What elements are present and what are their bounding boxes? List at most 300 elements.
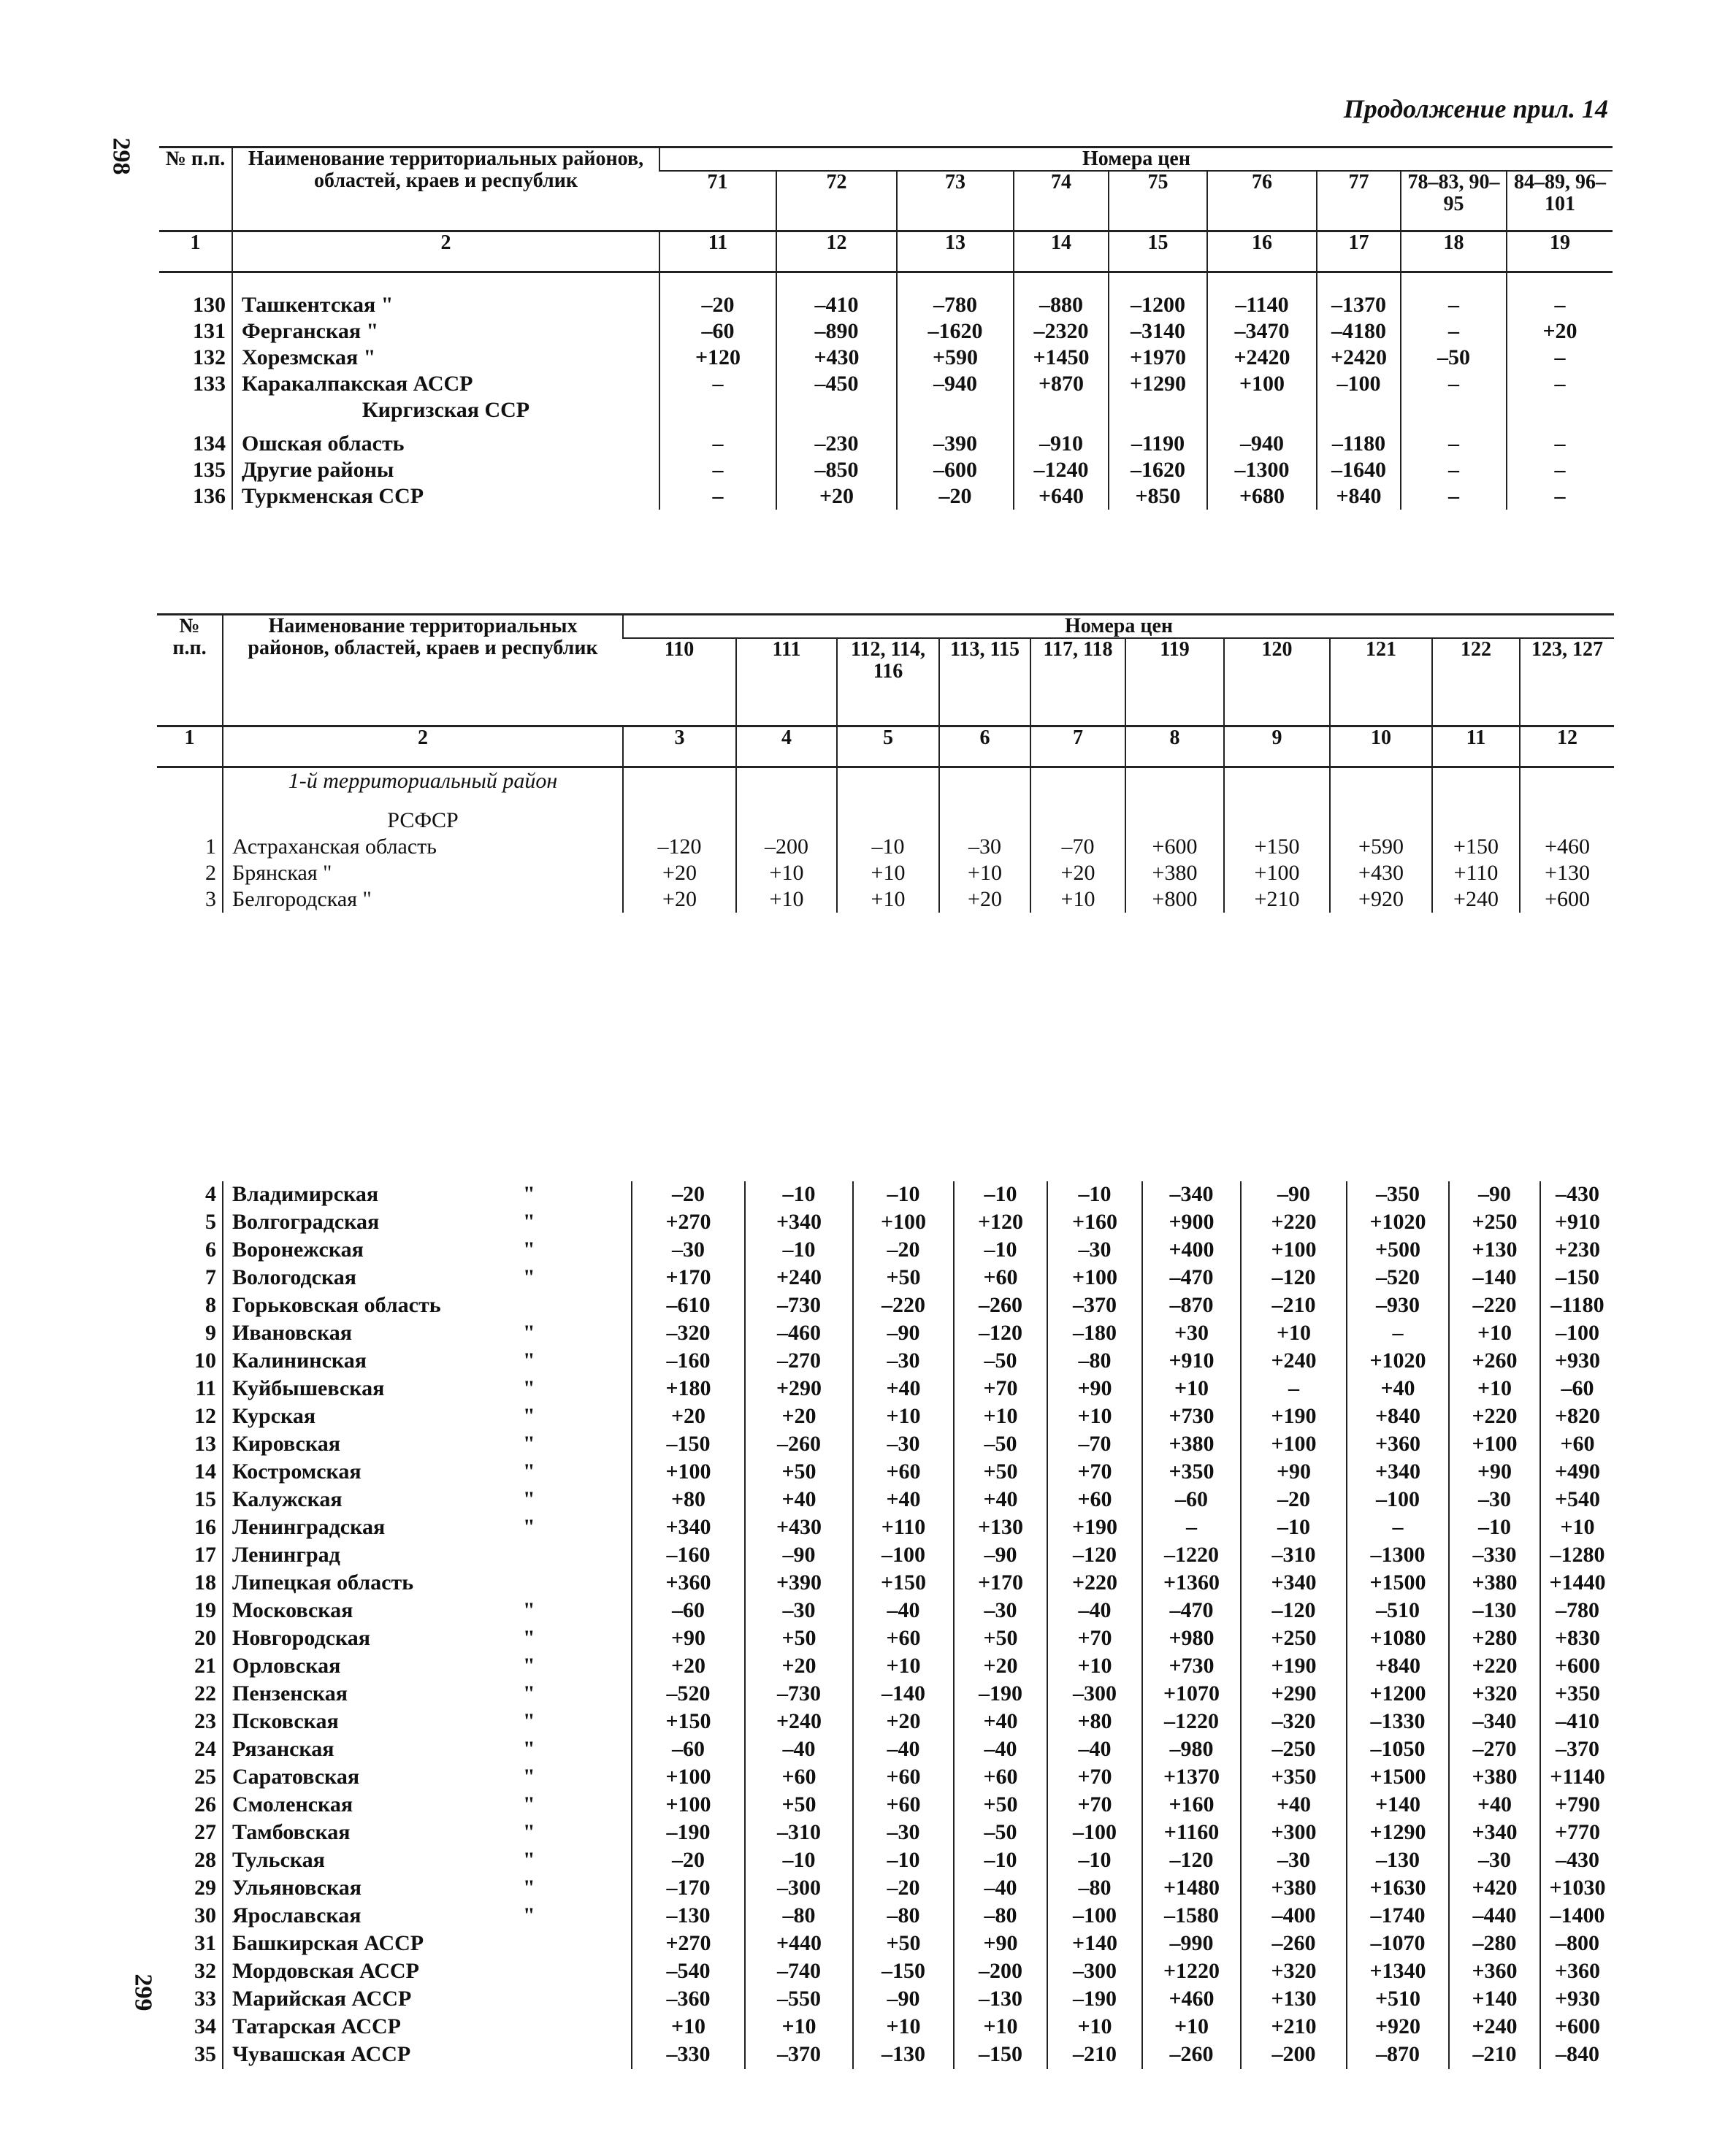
price-cell: +870 — [1014, 371, 1109, 397]
price-cell: +80 — [632, 1486, 745, 1514]
price-cell: –10 — [745, 1847, 853, 1875]
price-cell: +40 — [954, 1486, 1047, 1514]
row-number: 28 — [194, 1848, 216, 1872]
price-cell: +20 — [954, 1653, 1047, 1681]
price-cell: –440 — [1449, 1903, 1540, 1930]
price-cell: –30 — [1047, 1237, 1142, 1265]
price-cell: +50 — [745, 1459, 853, 1486]
price-cell: –330 — [632, 2041, 745, 2069]
price-cell: +1500 — [1347, 1570, 1449, 1597]
price-cell: –320 — [1241, 1708, 1347, 1736]
price-cell: +360 — [632, 1570, 745, 1597]
ditto-mark: " — [523, 1765, 535, 1789]
price-cell: +490 — [1540, 1459, 1614, 1486]
price-cell: –160 — [632, 1348, 745, 1376]
ditto-mark: " — [523, 1792, 535, 1817]
price-cell: –10 — [1241, 1514, 1347, 1542]
column-index: 17 — [1317, 231, 1401, 272]
price-cell: –470 — [1142, 1597, 1241, 1625]
region-name: Калужская — [232, 1487, 343, 1511]
price-cell: +340 — [632, 1514, 745, 1542]
price-cell: +40 — [853, 1376, 954, 1403]
table-row — [164, 2041, 1614, 2069]
region-name: Чувашская АССР — [232, 2042, 411, 2066]
price-cell: +120 — [954, 1209, 1047, 1237]
table-row — [164, 1903, 1614, 1930]
price-cell: +590 — [1330, 834, 1432, 860]
row-number: 15 — [194, 1487, 216, 1511]
price-cell: +10 — [1047, 1403, 1142, 1431]
table-row — [159, 483, 1613, 510]
price-cell: – — [1241, 1376, 1347, 1403]
price-cell: –10 — [837, 834, 939, 860]
price-cell: –1640 — [1317, 457, 1401, 483]
price-cell: +60 — [853, 1459, 954, 1486]
price-cell: –100 — [1047, 1903, 1142, 1930]
price-cell: +240 — [1432, 886, 1520, 913]
price-cell: –870 — [1347, 2041, 1449, 2069]
row-number: 23 — [194, 1709, 216, 1733]
price-cell: –260 — [954, 1292, 1047, 1320]
column-index: 14 — [1014, 231, 1109, 272]
price-cell: +60 — [853, 1764, 954, 1792]
table-row — [164, 2014, 1614, 2041]
ditto-mark: " — [523, 1238, 535, 1262]
region-name: Ошская область — [232, 431, 659, 457]
price-cell: –10 — [853, 1181, 954, 1209]
price-cell: +20 — [776, 483, 897, 510]
price-cell: +10 — [853, 1653, 954, 1681]
price-cell: –40 — [745, 1736, 853, 1764]
price-cell: –930 — [1347, 1292, 1449, 1320]
price-cell: +350 — [1540, 1681, 1614, 1708]
price-cell: +60 — [745, 1764, 853, 1792]
price-cell: – — [1142, 1514, 1241, 1542]
price-cell: +190 — [1047, 1514, 1142, 1542]
region-name: Курская — [232, 1404, 316, 1428]
price-cell: +1020 — [1347, 1209, 1449, 1237]
price-cell: +10 — [745, 2014, 853, 2041]
region-name-cell — [223, 1819, 632, 1847]
header-prices: Номера цен — [623, 615, 1614, 639]
price-cell: –10 — [1047, 1181, 1142, 1209]
region-name-cell — [223, 1459, 632, 1486]
price-cell: –70 — [1030, 834, 1125, 860]
price-cell: +830 — [1540, 1625, 1614, 1653]
price-cell: +120 — [659, 345, 776, 371]
price-cell: +10 — [939, 860, 1030, 886]
price-cell: +600 — [1125, 834, 1224, 860]
price-cell: –370 — [1047, 1292, 1142, 1320]
price-cell: +100 — [853, 1209, 954, 1237]
region-name-cell — [223, 1348, 632, 1376]
row-number: 19 — [194, 1598, 216, 1622]
header-name: Наименование территориальных районов, областей, краев и республик — [232, 147, 659, 231]
price-cell: –260 — [1241, 1930, 1347, 1958]
price-cell: +10 — [1047, 2014, 1142, 2041]
price-cell: +230 — [1540, 1237, 1614, 1265]
price-cell: +50 — [853, 1265, 954, 1292]
price-cell: +180 — [632, 1376, 745, 1403]
price-cell: +220 — [1449, 1653, 1540, 1681]
price-cell: +10 — [954, 1403, 1047, 1431]
price-cell: –50 — [954, 1431, 1047, 1459]
price-cell: –940 — [1207, 431, 1317, 457]
price-cell: +130 — [1241, 1986, 1347, 2014]
column-index: 8 — [1125, 726, 1224, 767]
price-cell: –840 — [1540, 2041, 1614, 2069]
region-name: Ленинград — [232, 1543, 340, 1567]
region-name-cell — [223, 1903, 632, 1930]
price-cell: –90 — [1449, 1181, 1540, 1209]
region-name: Астраханская область — [223, 834, 623, 860]
region-name-cell — [223, 1265, 632, 1292]
price-cell: –1220 — [1142, 1708, 1241, 1736]
price-cell: +260 — [1449, 1348, 1540, 1376]
ditto-mark: " — [523, 1709, 535, 1733]
price-cell: – — [1507, 457, 1613, 483]
row-number: 3 — [205, 887, 216, 911]
table-row — [164, 1348, 1614, 1376]
price-cell: –910 — [1014, 431, 1109, 457]
table-row — [164, 1459, 1614, 1486]
ditto-mark: " — [523, 1737, 535, 1761]
price-cell: –20 — [853, 1875, 954, 1903]
price-cell: +600 — [1540, 2014, 1614, 2041]
price-cell: +100 — [1241, 1237, 1347, 1265]
price-cell: –300 — [1047, 1681, 1142, 1708]
price-cell: +1290 — [1109, 371, 1207, 397]
column-index: 11 — [1432, 726, 1520, 767]
table-row — [164, 1653, 1614, 1681]
header-name: Наименование территориальных районов, областей, краев и республик — [223, 615, 623, 726]
price-cell: –520 — [1347, 1265, 1449, 1292]
price-col-header: 73 — [897, 171, 1014, 231]
column-index: 3 — [623, 726, 736, 767]
price-cell: –200 — [954, 1958, 1047, 1986]
region-name-cell — [223, 1542, 632, 1570]
row-number: 134 — [193, 431, 226, 456]
price-cell: +190 — [1241, 1403, 1347, 1431]
table-row — [164, 1681, 1614, 1708]
row-number: 29 — [194, 1876, 216, 1900]
price-cell: +360 — [1540, 1958, 1614, 1986]
price-cell: –130 — [853, 2041, 954, 2069]
row-number: 5 — [205, 1210, 216, 1234]
price-cell: –30 — [1241, 1847, 1347, 1875]
row-number: 16 — [194, 1515, 216, 1539]
region-name-cell — [223, 1376, 632, 1403]
price-cell: +100 — [632, 1764, 745, 1792]
price-cell: –120 — [623, 834, 736, 860]
price-cell: –70 — [1047, 1431, 1142, 1459]
price-cell: –60 — [1142, 1486, 1241, 1514]
row-number: 10 — [194, 1349, 216, 1373]
row-number: 21 — [194, 1654, 216, 1678]
price-cell: –80 — [745, 1903, 853, 1930]
column-index: 13 — [897, 231, 1014, 272]
region-name: Костромская — [232, 1459, 362, 1484]
region-name: Ульяновская — [232, 1876, 362, 1900]
price-cell: –320 — [632, 1320, 745, 1348]
price-cell: +160 — [1047, 1209, 1142, 1237]
price-cell: –1370 — [1317, 292, 1401, 318]
table-row — [164, 1542, 1614, 1570]
table-row — [157, 860, 1614, 886]
region-name: Калининская — [232, 1349, 367, 1373]
region-name: Башкирская АССР — [232, 1931, 424, 1955]
row-number: 11 — [195, 1376, 216, 1400]
price-cell: +10 — [1030, 886, 1125, 913]
price-cell: –10 — [954, 1237, 1047, 1265]
price-cell: –3140 — [1109, 318, 1207, 345]
row-number: 133 — [193, 372, 226, 396]
price-cell: – — [659, 457, 776, 483]
region-name-cell — [223, 1625, 632, 1653]
row-number: 33 — [194, 1987, 216, 2011]
row-number: 1 — [205, 835, 216, 859]
price-cell: –730 — [745, 1292, 853, 1320]
price-cell: +10 — [1449, 1376, 1540, 1403]
price-cell: +20 — [1030, 860, 1125, 886]
price-cell: +160 — [1142, 1792, 1241, 1819]
table-row — [159, 345, 1613, 371]
price-cell: –280 — [1449, 1930, 1540, 1958]
price-cell: –120 — [1241, 1597, 1347, 1625]
price-cell: +10 — [1142, 1376, 1241, 1403]
region-name: Куйбышевская — [232, 1376, 385, 1400]
price-cell: –30 — [745, 1597, 853, 1625]
price-cell: +40 — [853, 1486, 954, 1514]
price-cell: – — [1507, 371, 1613, 397]
price-cell: –190 — [632, 1819, 745, 1847]
price-cell: –150 — [632, 1431, 745, 1459]
ditto-mark: " — [523, 1404, 535, 1428]
price-cell: +50 — [954, 1792, 1047, 1819]
column-index: 2 — [232, 231, 659, 272]
price-cell: –410 — [1540, 1708, 1614, 1736]
region-name-cell — [223, 1875, 632, 1903]
price-cell: –1140 — [1207, 292, 1317, 318]
price-cell: +1370 — [1142, 1764, 1241, 1792]
column-index: 12 — [1520, 726, 1614, 767]
price-cell: +770 — [1540, 1819, 1614, 1847]
price-cell: +50 — [954, 1625, 1047, 1653]
region-name-cell — [223, 1570, 632, 1597]
region-name-cell — [223, 1486, 632, 1514]
price-cell: –980 — [1142, 1736, 1241, 1764]
price-cell: +1220 — [1142, 1958, 1241, 1986]
price-cell: +820 — [1540, 1403, 1614, 1431]
price-cell: –10 — [954, 1181, 1047, 1209]
price-cell: +290 — [1241, 1681, 1347, 1708]
table-row — [164, 1265, 1614, 1292]
price-cell: +360 — [1449, 1958, 1540, 1986]
price-cell: +1200 — [1347, 1681, 1449, 1708]
price-cell: +20 — [632, 1403, 745, 1431]
table-row — [159, 318, 1613, 345]
price-table-middle — [157, 613, 1614, 913]
row-number: 9 — [205, 1321, 216, 1345]
price-cell: – — [1507, 345, 1613, 371]
price-cell: +340 — [745, 1209, 853, 1237]
price-cell: +380 — [1125, 860, 1224, 886]
price-cell: +30 — [1142, 1320, 1241, 1348]
region-name: Хорезмская " — [232, 345, 659, 371]
price-cell: –1740 — [1347, 1903, 1449, 1930]
price-cell: –450 — [776, 371, 897, 397]
region-name-cell — [223, 1209, 632, 1237]
price-col-header: 123, 127 — [1520, 638, 1614, 726]
price-cell: – — [659, 431, 776, 457]
price-cell: –190 — [954, 1681, 1047, 1708]
price-col-header: 113, 115 — [939, 638, 1030, 726]
table-row — [164, 1875, 1614, 1903]
table-row — [157, 886, 1614, 913]
price-cell: +50 — [853, 1930, 954, 1958]
price-cell: –90 — [853, 1320, 954, 1348]
price-cell: +1500 — [1347, 1764, 1449, 1792]
price-cell: –50 — [1401, 345, 1507, 371]
row-number: 130 — [193, 293, 226, 317]
price-cell: –130 — [1449, 1597, 1540, 1625]
price-cell: –150 — [853, 1958, 954, 1986]
price-cell: +380 — [1449, 1764, 1540, 1792]
price-cell: –120 — [1142, 1847, 1241, 1875]
price-cell: +10 — [837, 886, 939, 913]
table-row — [164, 1764, 1614, 1792]
table-row — [159, 371, 1613, 397]
region-name-cell — [223, 1320, 632, 1348]
region-name: Пензенская — [232, 1681, 348, 1706]
region-name: Ивановская — [232, 1321, 353, 1345]
price-cell: –890 — [776, 318, 897, 345]
price-cell: +240 — [745, 1265, 853, 1292]
price-cell: +140 — [1047, 1930, 1142, 1958]
price-col-header: 72 — [776, 171, 897, 231]
price-col-header: 76 — [1207, 171, 1317, 231]
price-cell: –220 — [1449, 1292, 1540, 1320]
table-row — [164, 1570, 1614, 1597]
price-cell: +100 — [1241, 1431, 1347, 1459]
table-row — [164, 1819, 1614, 1847]
price-cell: –430 — [1540, 1847, 1614, 1875]
price-cell: +170 — [954, 1570, 1047, 1597]
price-cell: –1200 — [1109, 292, 1207, 318]
price-cell: +40 — [1347, 1376, 1449, 1403]
price-cell: –400 — [1241, 1903, 1347, 1930]
row-number: 132 — [193, 345, 226, 369]
price-col-header: 122 — [1432, 638, 1520, 726]
price-cell: +1340 — [1347, 1958, 1449, 1986]
table-row — [164, 1597, 1614, 1625]
price-cell: +10 — [1540, 1514, 1614, 1542]
region-name-cell — [223, 2041, 632, 2069]
price-cell: +250 — [1449, 1209, 1540, 1237]
table-row — [164, 1181, 1614, 1209]
ditto-mark: " — [523, 1432, 535, 1456]
region-name: Кировская — [232, 1432, 340, 1456]
price-cell: – — [1401, 483, 1507, 510]
price-cell: +10 — [736, 886, 837, 913]
table-row — [164, 1486, 1614, 1514]
ditto-mark: " — [523, 1626, 535, 1650]
row-number: 135 — [193, 458, 226, 482]
price-cell: –150 — [954, 2041, 1047, 2069]
price-cell: – — [1507, 431, 1613, 457]
price-cell: –3470 — [1207, 318, 1317, 345]
region-name-cell — [223, 1708, 632, 1736]
region-name-cell — [223, 1653, 632, 1681]
ditto-mark: " — [523, 1681, 535, 1706]
price-cell: –4180 — [1317, 318, 1401, 345]
price-cell: –30 — [853, 1819, 954, 1847]
table-row — [164, 1625, 1614, 1653]
price-cell: +1020 — [1347, 1348, 1449, 1376]
column-index: 16 — [1207, 231, 1317, 272]
table-row — [164, 1320, 1614, 1348]
region-name-cell — [223, 1792, 632, 1819]
price-cell: –220 — [853, 1292, 954, 1320]
region-name: Тамбовская — [232, 1820, 351, 1844]
price-cell: –90 — [853, 1986, 954, 2014]
price-col-header: 120 — [1224, 638, 1330, 726]
column-index: 15 — [1109, 231, 1207, 272]
price-cell: –310 — [745, 1819, 853, 1847]
region-name: Брянская " — [223, 860, 623, 886]
price-cell: – — [1401, 371, 1507, 397]
price-cell: – — [659, 371, 776, 397]
column-index: 11 — [659, 231, 776, 272]
table-row — [164, 1431, 1614, 1459]
price-cell: –40 — [1047, 1597, 1142, 1625]
ditto-mark: " — [523, 1210, 535, 1234]
price-cell: –20 — [659, 292, 776, 318]
region-name: Псковская — [232, 1709, 339, 1733]
price-cell: +340 — [1241, 1570, 1347, 1597]
price-cell: –160 — [632, 1542, 745, 1570]
row-number: 24 — [194, 1737, 216, 1761]
price-cell: +90 — [632, 1625, 745, 1653]
price-cell: –350 — [1347, 1181, 1449, 1209]
price-cell: +440 — [745, 1930, 853, 1958]
price-cell: +100 — [1047, 1265, 1142, 1292]
price-cell: –130 — [1347, 1847, 1449, 1875]
price-cell: –230 — [776, 431, 897, 457]
price-cell: –470 — [1142, 1265, 1241, 1292]
price-cell: –90 — [954, 1542, 1047, 1570]
region-name: Рязанская — [232, 1737, 334, 1761]
page-number-bottom: 299 — [129, 1973, 157, 2011]
region-name: Белгородская " — [223, 886, 623, 913]
region-name: Саратовская — [232, 1765, 360, 1789]
price-cell: +420 — [1449, 1875, 1540, 1903]
price-cell: –260 — [1142, 2041, 1241, 2069]
price-table-upper — [159, 146, 1613, 510]
column-index: 4 — [736, 726, 837, 767]
price-cell: –30 — [853, 1348, 954, 1376]
row-number: 34 — [194, 2014, 216, 2038]
price-cell: –1400 — [1540, 1903, 1614, 1930]
region-name-cell — [223, 1403, 632, 1431]
column-index: 18 — [1401, 231, 1507, 272]
table-row — [164, 1930, 1614, 1958]
price-cell: +730 — [1142, 1653, 1241, 1681]
price-cell: – — [1347, 1514, 1449, 1542]
price-cell: –210 — [1047, 2041, 1142, 2069]
table-row — [164, 1376, 1614, 1403]
price-cell: –20 — [853, 1237, 954, 1265]
